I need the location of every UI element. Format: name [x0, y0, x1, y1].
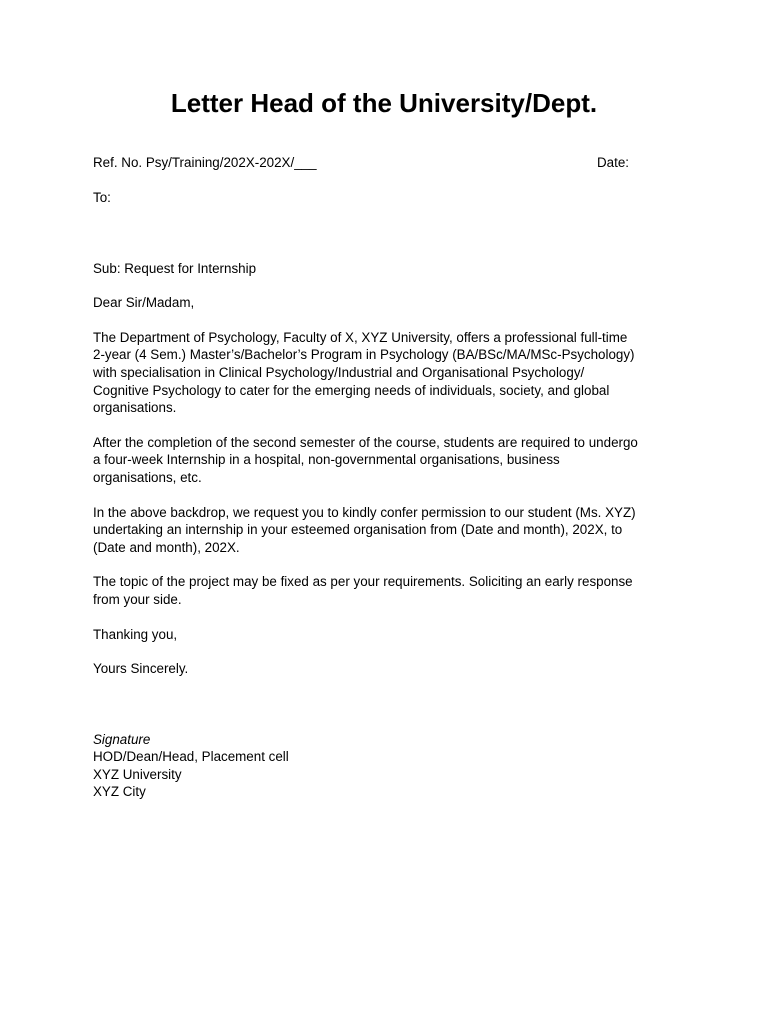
salutation: Dear Sir/Madam,: [93, 295, 195, 311]
paragraph-line: 2-year (4 Sem.) Master’s/Bachelor’s Program in Psychology (BA/BSc/MA/MSc-Psychology): [93, 347, 635, 363]
paragraph-line: organisations, etc.: [93, 469, 202, 485]
reference-row: [93, 154, 683, 172]
paragraph-internship-requirement: [93, 434, 683, 487]
letterhead-title: Letter Head of the University/Dept.: [170, 88, 598, 118]
paragraph-line: The topic of the project may be fixed as per your requirements. Soliciting an early response: [93, 574, 633, 590]
signatory-city: XYZ City: [93, 784, 146, 800]
paragraph-line: with specialisation in Clinical Psychology/Industrial and Organisational Psychology/: [93, 364, 585, 380]
paragraph-line: undertaking an internship in your esteemed organisation from (Date and month), 202X, to: [93, 522, 623, 538]
paragraph-line: organisations.: [93, 400, 177, 416]
subject-line: Sub: Request for Internship: [93, 260, 257, 276]
paragraph-line: (Date and month), 202X.: [93, 539, 240, 555]
paragraph-project-topic: [93, 573, 683, 608]
paragraph-line: After the completion of the second semester of the course, students are required to undergo: [93, 434, 638, 450]
closing-line: Yours Sincerely.: [93, 661, 189, 677]
paragraph-line: In the above backdrop, we request you to kindly confer permission to our student (Ms. XYZ): [93, 504, 636, 520]
paragraph-program: [93, 329, 683, 417]
paragraph-line: a four-week Internship in a hospital, non-governmental organisations, business: [93, 452, 560, 468]
paragraph-permission-request: [93, 504, 683, 557]
date-label: Date:: [597, 155, 630, 170]
paragraph-line: from your side.: [93, 591, 182, 607]
signatory-designation: HOD/Dean/Head, Placement cell: [93, 749, 289, 765]
signatory-institution: XYZ University: [93, 766, 182, 782]
signature-label: Signature: [93, 731, 151, 747]
paragraph-line: Cognitive Psychology to cater for the emerging needs of individuals, society, and global: [93, 382, 610, 398]
letter-body: [93, 154, 683, 801]
paragraph-line: The Department of Psychology, Faculty of X, XYZ University, offers a professional full-time: [93, 329, 628, 345]
recipient-label: To:: [93, 190, 111, 205]
signature-block: [93, 731, 683, 801]
reference-number: Ref. No. Psy/Training/202X-202X/___: [93, 155, 317, 170]
thanks-line: Thanking you,: [93, 626, 178, 642]
